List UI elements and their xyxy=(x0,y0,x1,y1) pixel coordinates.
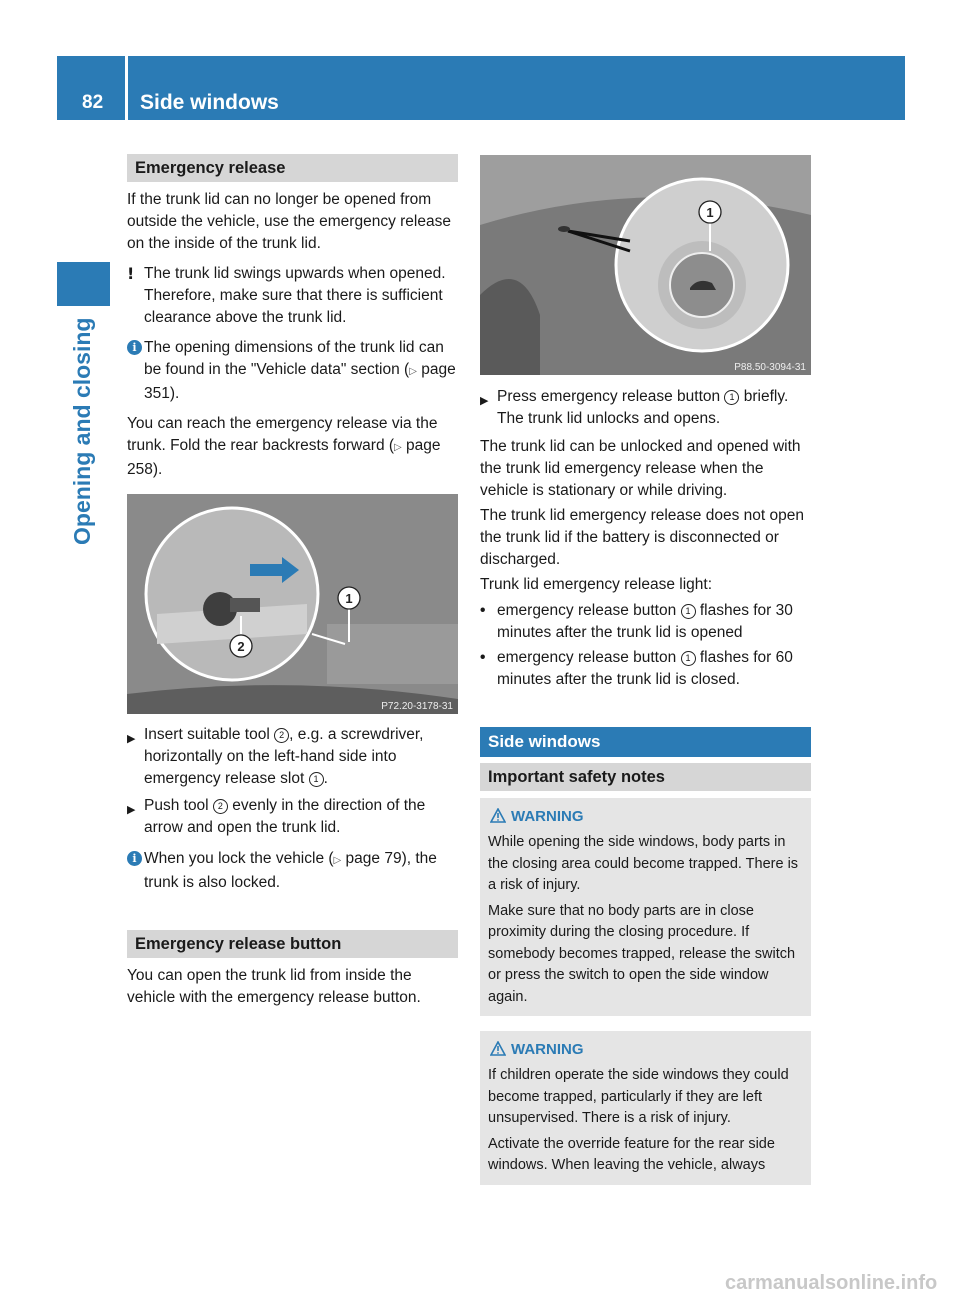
figure-emergency-release-button xyxy=(480,155,811,375)
figure-reference: P88.50-3094-31 xyxy=(734,362,806,373)
light-bullet-opened xyxy=(480,600,811,644)
figure-reference: P72.20-3178-31 xyxy=(381,701,453,712)
side-tab xyxy=(57,262,110,306)
page-ref-arrow-icon: ▷ xyxy=(409,366,417,377)
bullet-text-end: flashes for 30 minutes after the trunk lid is opened xyxy=(497,602,793,641)
page-number: 82 xyxy=(82,92,104,113)
section-heading-emergency-release: Emergency release xyxy=(127,154,458,182)
reach-text-end: page 258). xyxy=(127,437,441,478)
light-bullet-closed xyxy=(480,647,811,691)
release-button-illustration xyxy=(480,155,811,375)
page-ref-arrow-icon: ▷ xyxy=(333,855,342,866)
figure-trunk-release-slot xyxy=(127,494,458,714)
caution-note-text: The trunk lid swings upwards when opened. Therefore, make sure that there is sufficient clearance above the trunk lid. xyxy=(144,265,446,326)
bullet-marker: • xyxy=(480,649,486,666)
intro-text: If the trunk lid can no longer be opened from outside the vehicle, use the emergency release on the inside of the trunk lid. xyxy=(127,191,451,252)
warning-text: If children operate the side windows they could become trapped, particularly if they are left unsupervised. There is a risk of injury. xyxy=(488,1067,789,1126)
step-arrow-icon: ▶ xyxy=(480,395,489,407)
callout-ref-1: 1 xyxy=(681,651,696,666)
bullet-text: emergency release button xyxy=(497,602,681,619)
warning-text: Make sure that no body parts are in close proximity during the closing procedure. If somebody becomes trapped, release the switch or press the switch to open the side window again. xyxy=(488,902,796,1005)
step-result: The trunk lid unlocks and opens. xyxy=(497,410,721,427)
step-text-end: briefly. xyxy=(739,388,789,405)
callout-1: 1 xyxy=(345,591,353,606)
warning-text: Activate the override feature for the rear side windows. When leaving the vehicle, always xyxy=(488,1135,775,1173)
info-note-text-end: page 351). xyxy=(144,361,456,402)
left-column xyxy=(127,154,458,1009)
info-icon: i xyxy=(127,340,142,355)
page-ref-arrow-icon: ▷ xyxy=(394,442,402,453)
warning-text: While opening the side windows, body parts in the closing area could become trapped. There is a risk of injury. xyxy=(488,834,799,893)
caution-note xyxy=(127,263,458,329)
info-note-text: The opening dimensions of the trunk lid can be found in the "Vehicle data" section ( xyxy=(144,339,444,378)
bullet-marker: • xyxy=(480,602,486,619)
warning-title-text: WARNING xyxy=(511,808,584,825)
light-intro: Trunk lid emergency release light: xyxy=(480,576,713,593)
info-note xyxy=(127,337,458,405)
step-text: Press emergency release button xyxy=(497,388,725,405)
step-text: Insert suitable tool xyxy=(144,726,275,743)
instruction-step-push-tool xyxy=(127,795,458,839)
bullet-text-end: flashes for 60 minutes after the trunk lid is closed. xyxy=(497,649,793,688)
warning-title xyxy=(488,1039,803,1061)
reach-text-start: You can reach the emergency release via the trunk. Fold the rear backrests forward ( xyxy=(127,415,438,454)
chapter-label: Opening and closing xyxy=(69,317,95,545)
callout-2: 2 xyxy=(237,639,245,654)
warning-triangle-icon xyxy=(490,808,506,823)
right-column xyxy=(480,154,811,1185)
warning-triangle-icon xyxy=(490,1041,506,1056)
instruction-step-press-button xyxy=(480,386,811,408)
step-text-end: evenly in the direction of the arrow and open the trunk lid. xyxy=(144,797,426,836)
bullet-text: emergency release button xyxy=(497,649,681,666)
step-text: Push tool xyxy=(144,797,213,814)
section-heading-emergency-release-button: Emergency release button xyxy=(127,930,458,958)
callout-ref-2: 2 xyxy=(213,799,228,814)
subsection-heading-safety-notes: Important safety notes xyxy=(480,763,811,791)
reach-text xyxy=(127,413,458,481)
callout-ref-1: 1 xyxy=(724,390,739,405)
unlock-info: The trunk lid can be unlocked and opened with the trunk lid emergency release when the vehicle is stationary or while driving. xyxy=(480,438,801,499)
step-arrow-icon: ▶ xyxy=(127,733,136,745)
section2-text: You can open the trunk lid from inside the vehicle with the emergency release button. xyxy=(127,967,421,1006)
info-note-text: When you lock the vehicle ( xyxy=(144,850,334,867)
step-text-mid: , e.g. a screwdriver, horizontally on the left-hand side into emergency release slot xyxy=(144,726,424,787)
page-header xyxy=(57,56,905,120)
warning-title xyxy=(488,806,803,828)
footer-watermark: carmanualsonline.info xyxy=(725,1272,938,1294)
trunk-slot-illustration xyxy=(127,494,458,714)
warning-title-text: WARNING xyxy=(511,1041,584,1058)
header-divider xyxy=(125,56,128,120)
step-arrow-icon: ▶ xyxy=(127,804,136,816)
battery-info: The trunk lid emergency release does not open the trunk lid if the battery is disconnected or discharged. xyxy=(480,507,804,568)
callout-ref-1: 1 xyxy=(309,772,324,787)
header-title: Side windows xyxy=(140,91,279,114)
info-note-locking xyxy=(127,848,458,894)
section-heading-side-windows: Side windows xyxy=(480,727,811,757)
warning-box-closing xyxy=(480,798,811,1016)
exclamation-icon: ! xyxy=(127,264,135,283)
step-text-end: . xyxy=(323,770,328,787)
callout-1: 1 xyxy=(706,205,714,220)
warning-box-children xyxy=(480,1031,811,1185)
info-icon: i xyxy=(127,851,142,866)
info-note-text-end: page 79), the trunk is also locked. xyxy=(144,850,437,891)
instruction-step-insert-tool xyxy=(127,724,458,790)
callout-ref-1: 1 xyxy=(681,604,696,619)
callout-ref-2: 2 xyxy=(274,728,289,743)
